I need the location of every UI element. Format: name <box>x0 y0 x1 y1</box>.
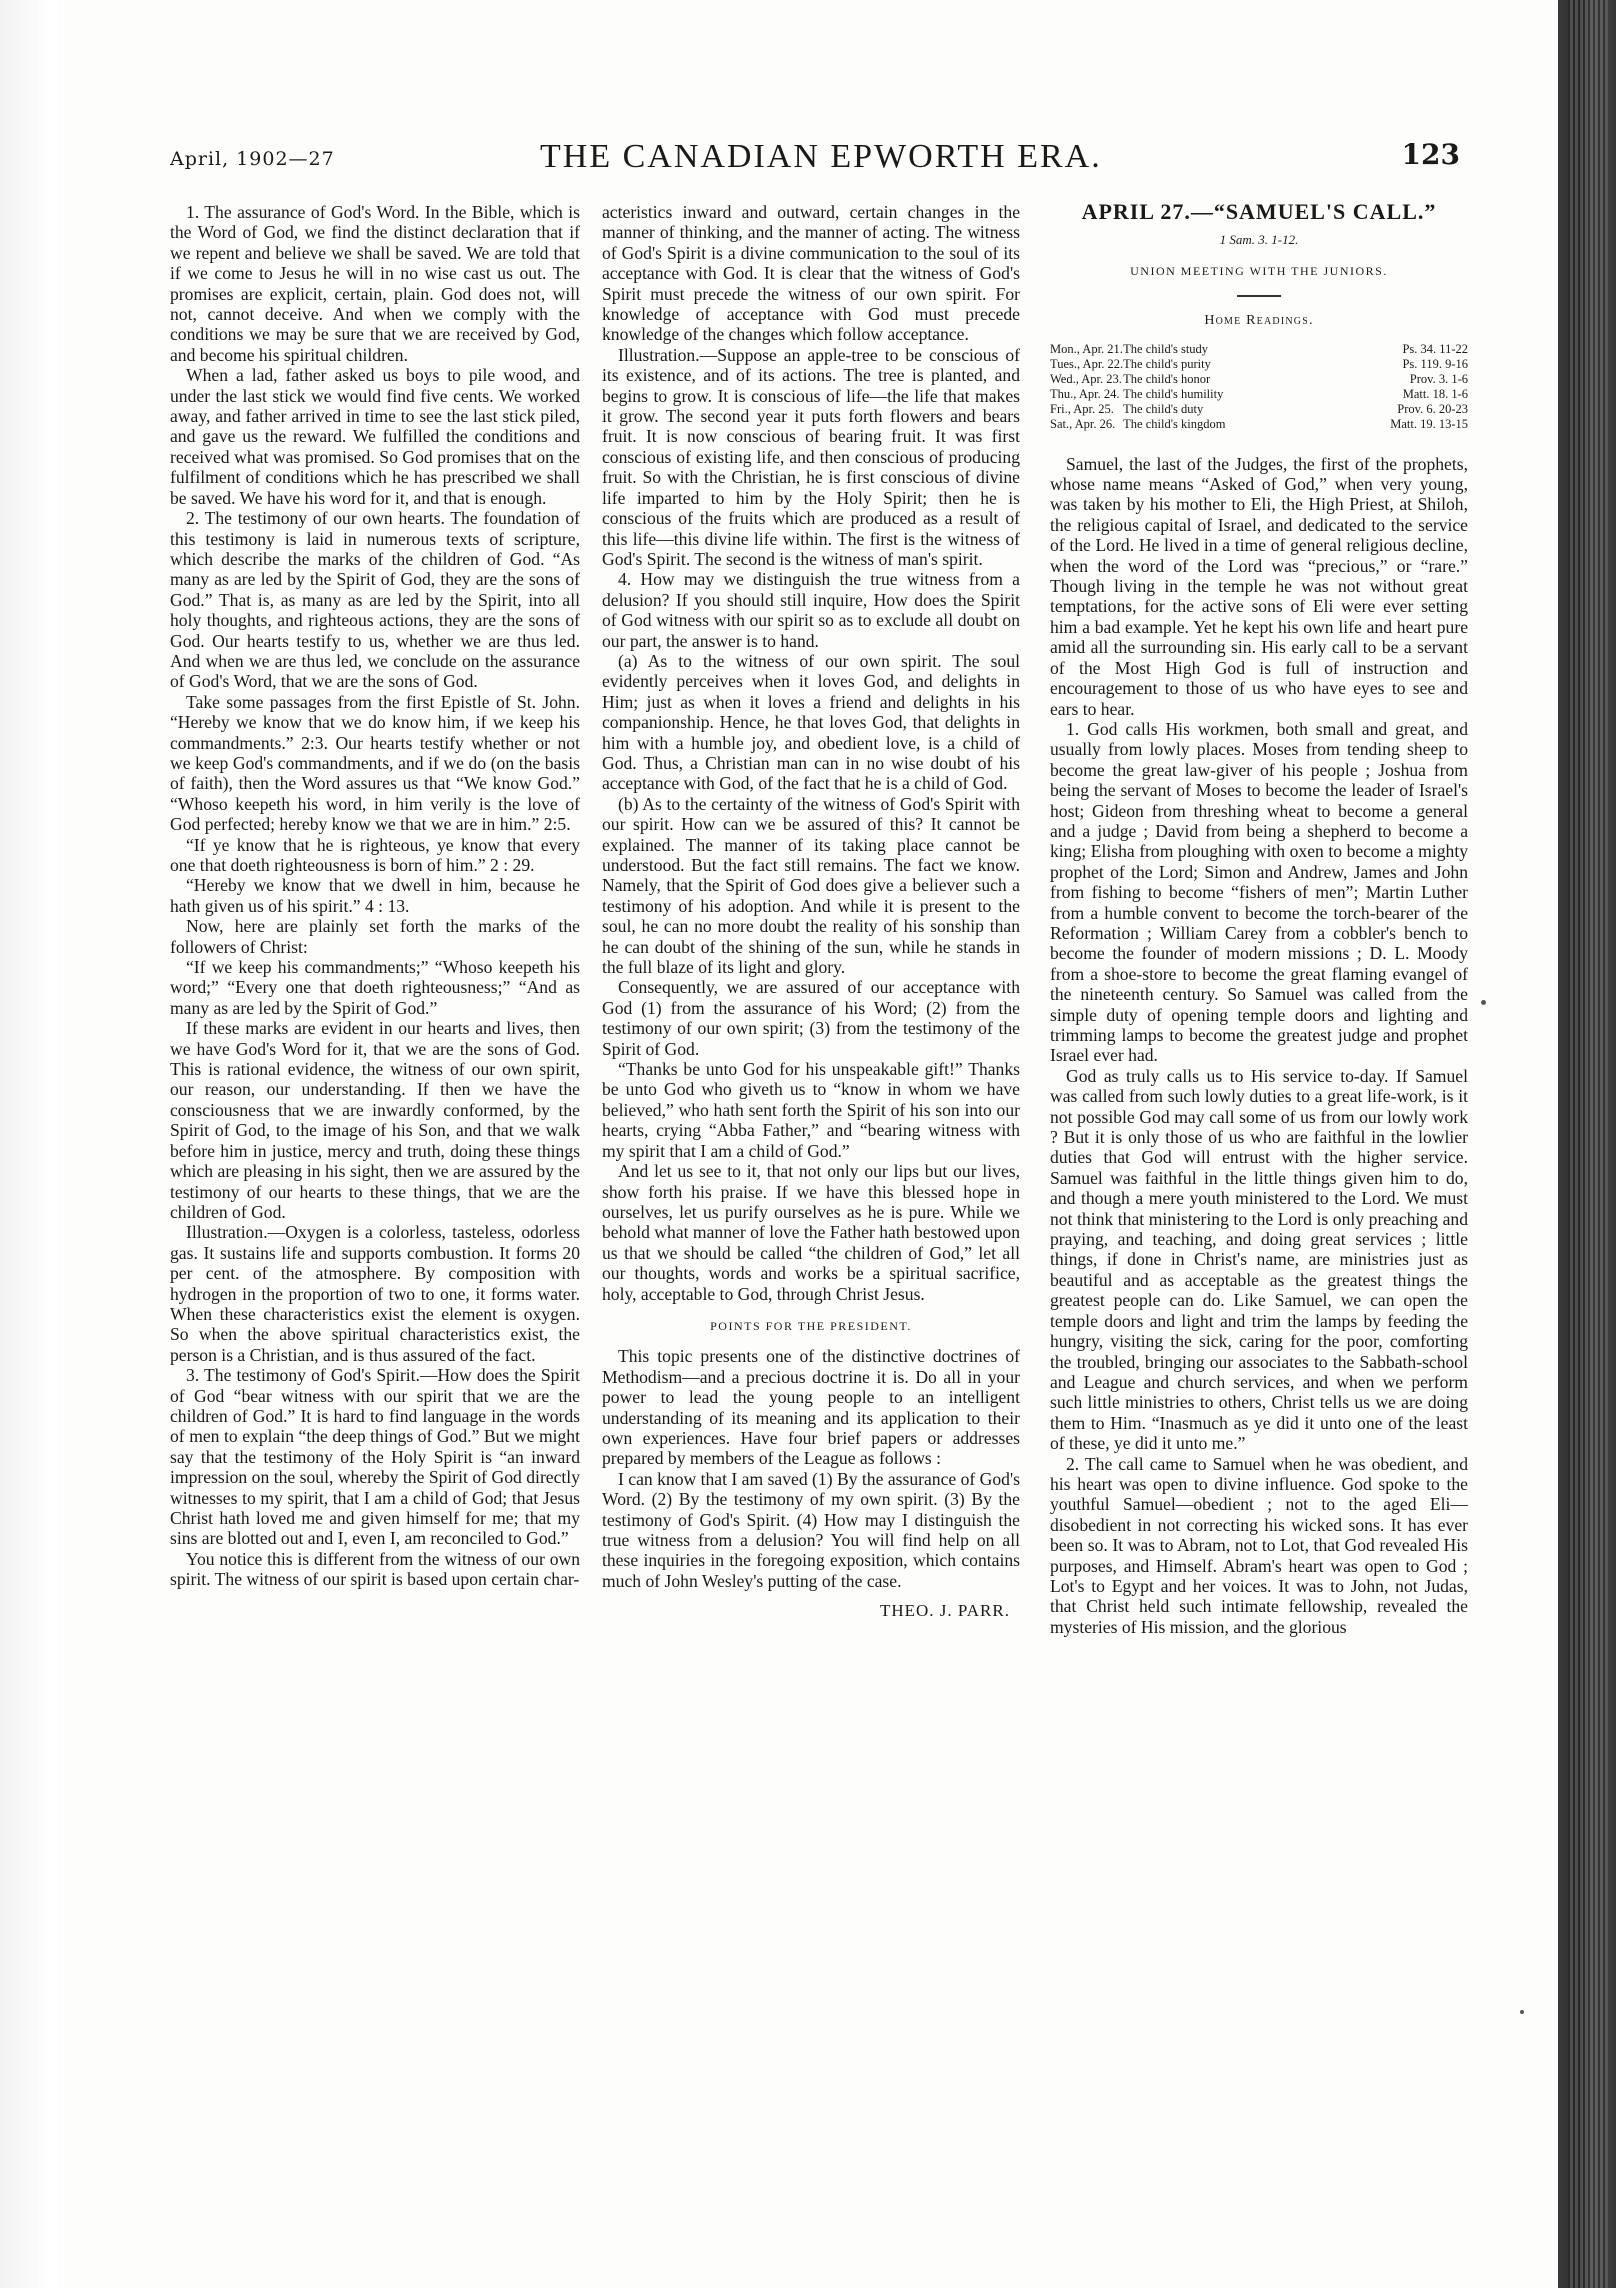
column-right <box>1050 199 1468 1637</box>
scripture-reference: 1 Sam. 3. 1-12. <box>1219 232 1299 248</box>
paragraph: 2. The call came to Samuel when he was obedient, and his heart was open to divine influence. God spoke to the youthful Samuel—obedient ; not to the aged Eli—disobedient in not correcting his wicked sons. It has ever been so. It was to Abram, not to Lot, that God revealed His purposes, and Himself. Abram's heart was open to God ; Lot's to Egypt and her voices. It was to John, not Judas, that Christ held such intimate fellowship, revealed the mysteries of His mission, and the glorious <box>1050 1453 1468 1637</box>
reading-day: Mon., Apr. 21. <box>1050 341 1123 356</box>
table-row <box>1050 357 1468 372</box>
reading-ref: Matt. 18. 1-6 <box>1402 386 1468 401</box>
paragraph: When a lad, father asked us boys to pile wood, and under the last stick we would find five cents. We worked away, and father arrived in time to see the last stick piled, and gave us the reward. We fulfilled the conditions and received what was promised. So God promises that on the fulfilment of conditions which he has prescribed we shall be saved. We have his word for it, and that is enough. <box>170 365 580 508</box>
paragraph: “Thanks be unto God for his unspeakable gift!” Thanks be unto God who giveth us to “know in whom we have believed,” who hath sent forth the Spirit of his son into our hearts, crying “Abba Father,” and “bearing witness with my spirit that I am a child of God.” <box>602 1059 1020 1161</box>
home-readings-heading: Home Readings. <box>1204 313 1314 329</box>
reading-topic: The child's humility <box>1123 386 1224 401</box>
paragraph: Illustration.—Suppose an apple-tree to be conscious of its existence, and of its actions. The tree is planted, and begins to grow. It is conscious of life—the life that makes it grow. The second year it puts forth flowers and bears fruit. It is now conscious of bearing fruit. It was first conscious of existing life, and then conscious of producing fruit. So with the Christian, he is first conscious of divine life imparted to him by the Holy Spirit; then he is conscious of the fruits which are produced as a result of this life—this divine life within. The first is the witness of God's Spirit. The second is the witness of man's spirit. <box>602 344 1020 569</box>
table-row <box>1050 372 1468 387</box>
table-row <box>1050 387 1468 402</box>
book-spine <box>1558 0 1616 2288</box>
paragraph: 2. The testimony of our own hearts. The foundation of this testimony is laid in numerous texts of scripture, which describe the marks of the children of God. “As many as are led by the Spirit of God, they are the sons of God.” That is, as many as are led by the Spirit, into all holy thoughts, and righteous actions, they are the sons of God. Our hearts testify to us, whether we are thus led. And when we are thus led, we conclude on the assurance of God's Word, that we are the sons of God. <box>170 508 580 692</box>
reading-topic: The child's study <box>1123 341 1209 356</box>
reading-ref: Matt. 19. 13-15 <box>1390 416 1468 431</box>
column-middle <box>602 202 1020 1622</box>
ink-speck <box>1481 1000 1486 1005</box>
table-row <box>1050 402 1468 417</box>
reading-day: Wed., Apr. 23. <box>1050 371 1122 386</box>
reading-ref: Ps. 119. 9-16 <box>1402 356 1468 371</box>
paragraph: Samuel, the last of the Judges, the first of the prophets, whose name means “Asked of God,” when very young, was taken by his mother to Eli, the High Priest, at Shiloh, the religious capital of Israel, and dedicated to the service of the Lord. He lived in a time of general religious decline, when the word of the Lord was “precious,” or “rare.” Though living in the temple he was not without great temptations, for the active sons of Eli were ever setting him a bad example. Yet he kept his own life and heart pure amid all the surrounding sin. His early call to be a servant of the Most High God is full of instruction and encouragement to those of us who have eyes to see and ears to hear. <box>1050 453 1468 719</box>
divider <box>1237 295 1281 297</box>
header-title: THE CANADIAN EPWORTH ERA. <box>540 138 1102 175</box>
column-left <box>170 202 580 1590</box>
paragraph: “If ye know that he is righteous, ye know that every one that doeth righteousness is born of him.” 2 : 29. <box>170 834 580 875</box>
paragraph: I can know that I am saved (1) By the assurance of God's Word. (2) By the testimony of my own spirit. (3) By the testimony of God's Spirit. (4) How may I distinguish the true witness from a delusion? You will find help on all these inquiries in the foregoing exposition, which contains much of John Wesley's putting of the case. <box>602 1468 1020 1591</box>
reading-day: Fri., Apr. 25. <box>1050 401 1114 416</box>
table-row <box>1050 342 1468 357</box>
paragraph: 1. God calls His workmen, both small and great, and usually from lowly places. Moses from tending sheep to become the great law-giver of his people ; Joshua from being the servant of Moses to become the leader of Israel's host; Gideon from threshing wheat to become a general and a judge ; David from being a shepherd to become a king; Elisha from ploughing with oxen to become a mighty prophet of the Lord; Simon and Andrew, James and John from fishing to become “fishers of men”; Martin Luther from a humble convent to become the torch-bearer of the Reformation ; William Carey from a cobbler's bench to become the founder of modern missions ; D. L. Moody from a shoe-store to become the great flaming evangel of the nineteenth century. So Samuel was called from the simple duty of opening temple doors and lighting and trimming lamps to become the greatest judge and prophet Israel ever had. <box>1050 718 1468 1066</box>
reading-ref: Ps. 34. 11-22 <box>1402 341 1468 356</box>
paragraph: 1. The assurance of God's Word. In the Bible, which is the Word of God, we find the distinct declaration that if we repent and believe we shall be saved. We are told that if we come to Jesus he will in no wise cast us out. The promises are explicit, certain, plain. God does not, will not, cannot deceive. And when we comply with the conditions we may be sure that we are received by God, and become his spiritual children. <box>170 202 580 365</box>
reading-topic: The child's honor <box>1123 371 1211 386</box>
reading-ref: Prov. 3. 1-6 <box>1409 371 1468 386</box>
paragraph: You notice this is different from the witness of our own spirit. The witness of our spirit is based upon certain char- <box>170 1548 580 1590</box>
paragraph: “If we keep his commandments;” “Whoso keepeth his word;” “Every one that doeth righteousness;” “And as many as are led by the Spirit of God.” <box>170 957 580 1018</box>
paragraph: (b) As to the certainty of the witness of God's Spirit with our spirit. How can we be assured of this? It cannot be explained. The manner of its taking place cannot be understood. But the fact still remains. The fact we know. Namely, that the Spirit of God does give a believer such a testimony of his adoption. And while it is present to the soul, he can no more doubt the reality of his sonship than he can doubt of the shining of the sun, while he stands in the full blaze of its light and glory. <box>602 793 1020 978</box>
scan-left-margin <box>0 0 52 2288</box>
reading-day: Sat., Apr. 26. <box>1050 416 1116 431</box>
paragraph: 3. The testimony of God's Spirit.—How does the Spirit of God “bear witness with our spirit that we are the children of God.” It is hard to find language in the words of men to explain “the deep things of God.” But we might say that the testimony of the Holy Spirit is “an inward impression on the soul, whereby the Spirit of God directly witnesses to my spirit, that I am a child of God; that Jesus Christ hath loved me and given himself for me; that my sins are blotted out and I, even I, am reconciled to God.” <box>170 1365 580 1549</box>
header-date: April, 1902—27 <box>170 148 335 170</box>
paragraph: God as truly calls us to His service to-day. If Samuel was called from such lowly duties to a great life-work, is it not possible God may call some of us from our lowly work ? But it is only those of us who are faithful in the lowlier duties that God will entrust with the higher service. Samuel was faithful in the little things given him to do, and though a mere youth ministered to the Lord. We must not think that ministering to the Lord is only preaching and praying, and teaching, and doing great services ; little things, if done in Christ's name, are ministries just as beautiful and as acceptable as the greatest things the greatest people can do. Like Samuel, we can open the temple doors and light and trim the lamps by feeding the hungry, visiting the sick, caring for the poor, comforting the troubled, bringing our associates to the Sabbath-school and League and church services, and when we perform such little ministries to others, Christ tells us we are doing them to Him. “Inasmuch as ye did it unto one of the least of these, ye did it unto me.” <box>1050 1065 1468 1454</box>
paragraph: This topic presents one of the distinctive doctrines of Methodism—and a precious doctrine it is. Do all in your power to lead the young people to an intelligent understanding of its meaning and its application to their own experiences. Have four brief papers or addresses prepared by members of the League as follows : <box>602 1346 1020 1469</box>
paragraph: 4. How may we distinguish the true witness from a delusion? If you should still inquire, How does the Spirit of God witness with our spirit so as to exclude all doubt on our part, the answer is to hand. <box>602 569 1020 651</box>
paragraph: Now, here are plainly set forth the marks of the followers of Christ: <box>170 916 580 957</box>
section-heading: POINTS FOR THE PRESIDENT. <box>710 1318 912 1333</box>
reading-day: Tues., Apr. 22. <box>1050 356 1124 371</box>
reading-day: Thu., Apr. 24. <box>1050 386 1120 401</box>
reading-topic: The child's purity <box>1123 356 1211 371</box>
reading-topic: The child's duty <box>1123 401 1204 416</box>
paragraph: If these marks are evident in our hearts and lives, then we have God's Word for it, that we are the sons of God. This is rational evidence, the witness of our own spirit, our reason, our understanding. If then we have the consciousness that we are inwardly conformed, by the Spirit of God, to the image of his Son, and that we walk before him in justice, mercy and truth, doing these things which are pleasing in his sight, then we are assured by the testimony of our hearts to these things, that we are the children of God. <box>170 1018 580 1222</box>
table-row <box>1050 417 1468 432</box>
paragraph: Illustration.—Oxygen is a colorless, tasteless, odorless gas. It sustains life and supports combustion. It forms 20 per cent. of the atmosphere. By composition with hydrogen in the proportion of two to one, it forms water. When these characteristics exist the element is oxygen. So when the above spiritual characteristics exist, the person is a Christian, and is thus assured of the fact. <box>170 1222 580 1365</box>
lesson-title: APRIL 27.—“SAMUEL'S CALL.” <box>1081 199 1437 224</box>
home-readings-table <box>1050 342 1468 432</box>
author-signature: THEO. J. PARR. <box>879 1601 1010 1621</box>
page-header <box>170 138 1460 178</box>
ink-speck <box>1520 2010 1524 2014</box>
spine-texture <box>1568 0 1608 2288</box>
lesson-subtitle: UNION MEETING WITH THE JUNIORS. <box>1130 263 1388 278</box>
paragraph: And let us see to it, that not only our lips but our lives, show forth his praise. If we have this blessed hope in ourselves, let us purify ourselves as he is pure. While we behold what manner of love the Father hath bestowed upon us that we should be called “the children of God,” let all our thoughts, words and works be a spiritual sacrifice, holy, acceptable to God, through Christ Jesus. <box>602 1161 1020 1304</box>
paragraph: acteristics inward and outward, certain changes in the manner of thinking, and the manner of acting. The witness of God's Spirit is a divine communication to the soul of its acceptance with God. It is clear that the witness of God's Spirit must precede the witness of our own spirit. For knowledge of acceptance with God must precede knowledge of the changes which follow acceptance. <box>602 202 1020 345</box>
paragraph: “Hereby we know that we dwell in him, because he hath given us of his spirit.” 4 : 13. <box>170 875 580 916</box>
page-number: 123 <box>1401 138 1460 171</box>
reading-topic: The child's kingdom <box>1123 416 1226 431</box>
reading-ref: Prov. 6. 20-23 <box>1397 401 1468 416</box>
paragraph: (a) As to the witness of our own spirit. The soul evidently perceives when it loves God, and delights in Him; just as when it loves a friend and delights in his companionship. Hence, he that loves God, that delights in him with a humble joy, and obedient love, is a child of God. Thus, a Christian man can in no wise doubt of his acceptance with God, of the fact that he is a child of God. <box>602 650 1020 794</box>
paragraph: Consequently, we are assured of our acceptance with God (1) from the assurance of his Word; (2) from the testimony of our own spirit; (3) from the testimony of the Spirit of God. <box>602 977 1020 1059</box>
paragraph: Take some passages from the first Epistle of St. John. “Hereby we know that we do know him, if we keep his commandments.” 2:3. Our hearts testify whether or not we keep God's commandments, and if we do (on the basis of faith), then the Word assures us that “We know God.” “Whoso keepeth his word, in him verily is the love of God perfected; hereby know we that we are in him.” 2:5. <box>170 691 580 835</box>
